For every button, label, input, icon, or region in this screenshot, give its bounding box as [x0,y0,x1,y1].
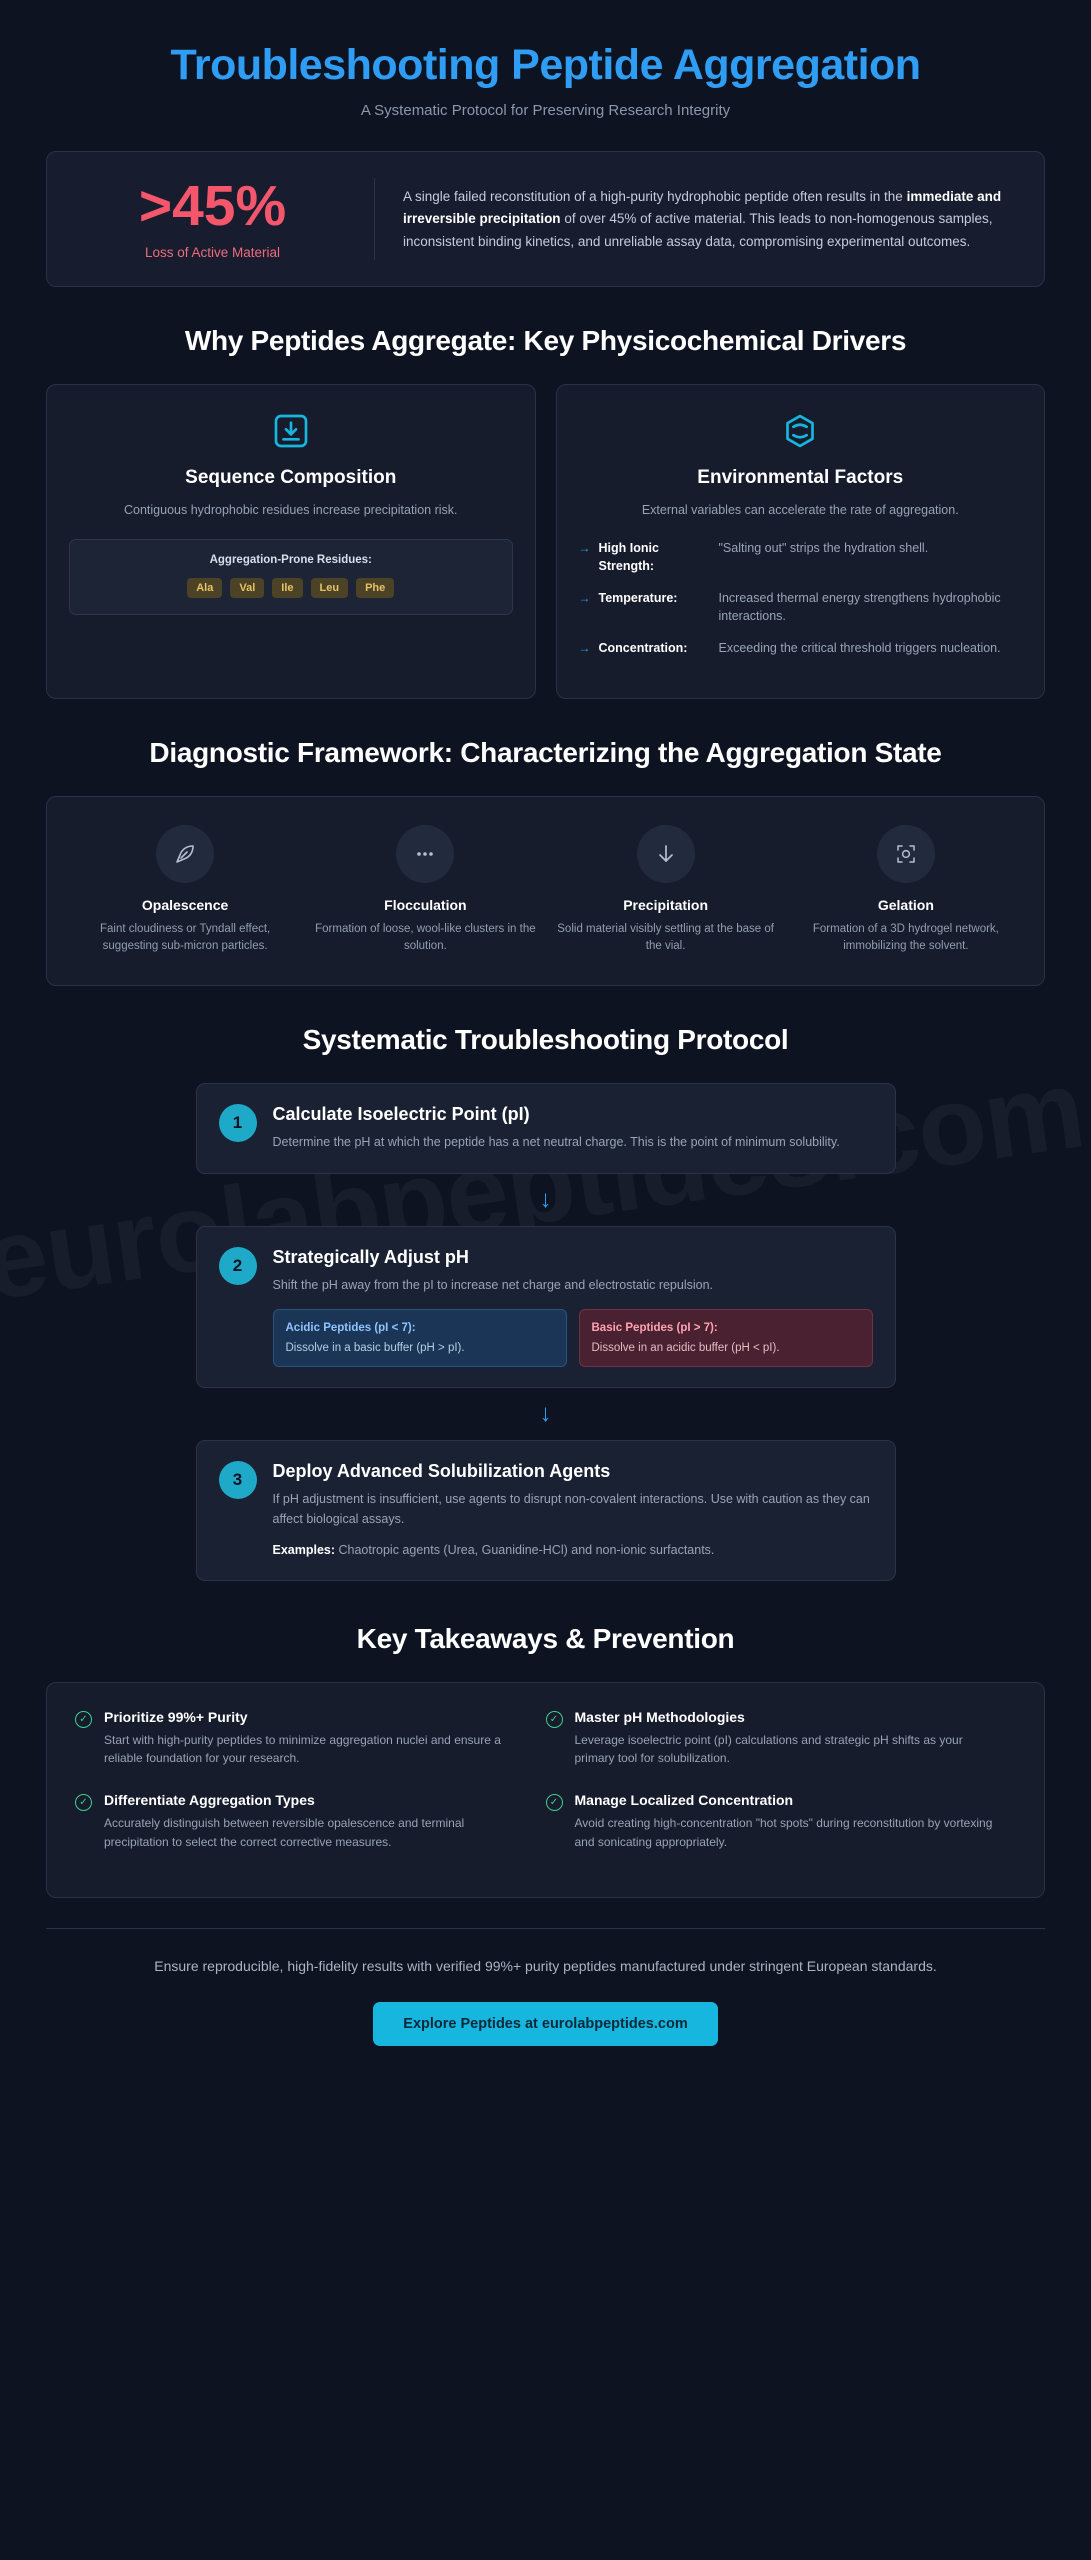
arrow-down-icon: ↓ [539,1400,552,1428]
check-circle-icon: ✓ [546,1794,563,1811]
takeaway-title: Master pH Methodologies [574,1708,745,1725]
examples-label: Examples: [272,1543,336,1558]
protocol-step-2 [196,1226,896,1389]
environmental-factor-list [579,539,1023,658]
section-heading-drivers: Why Peptides Aggregate: Key Physicochemical Drivers [184,325,907,357]
list-item [579,639,1023,657]
step-desc: If pH adjustment is insufficient, use agents to disrupt non-covalent interactions. Use with caution as they can affect biological assays. [272,1492,870,1526]
diagnostic-desc: Solid material visibly settling at the base of the vial. [557,922,774,952]
factor-label: Temperature: [598,591,678,606]
step-desc: Shift the pH away from the pI to increase net charge and electrostatic repulsion. [272,1277,714,1292]
step-title: Calculate Isoelectric Point (pI) [272,1104,530,1125]
takeaway-desc: Leverage isoelectric point (pI) calculations and strategic pH shifts as your primary tool for solubilization. [574,1732,963,1766]
takeaway-item [546,1709,1017,1792]
factor-label: Concentration: [598,641,688,656]
list-item [579,589,1023,625]
diagnostic-item-opalescence [65,825,305,956]
ph-guidance-row [273,1309,873,1367]
explore-peptides-button[interactable]: Explore Peptides at eurolabpeptides.com [373,2002,717,2046]
residue-chip: Ile [272,578,302,598]
page-subtitle: A Systematic Protocol for Preserving Research Integrity [360,102,731,120]
card-desc-environmental: External variables can accelerate the rate of aggregation. [641,503,959,518]
diagnostic-desc: Formation of a 3D hydrogel network, immobilizing the solvent. [812,922,999,952]
factor-text: "Salting out" strips the hydration shell. [718,540,929,555]
factor-label: High Ionic Strength: [598,540,659,573]
stat-description [375,186,1016,253]
takeaways-panel [46,1682,1045,1898]
examples-text: Chaotropic agents (Urea, Guanidine-HCl) and non-ionic surfactants. [335,1543,715,1558]
list-item [579,539,1023,575]
check-circle-icon: ✓ [75,1711,92,1728]
section-heading-takeaways: Key Takeaways & Prevention [356,1622,735,1654]
takeaway-item [546,1792,1017,1875]
residues-title: Aggregation-Prone Residues: [209,553,372,566]
diagnostic-item-precipitation [546,825,786,956]
diagnostic-name: Gelation [877,896,934,913]
basic-peptides-text: Dissolve in an acidic buffer (pH < pI). [591,1341,780,1354]
card-desc-sequence: Contiguous hydrophobic residues increase precipitation risk. [123,503,458,518]
takeaway-desc: Avoid creating high-concentration "hot spots" during reconstitution by vortexing and sonicating appropriately. [574,1815,993,1849]
stat-highlight [75,174,375,261]
basic-peptides-title: Basic Peptides (pI > 7): [591,1321,718,1334]
stat-text-bold: immediate and irreversible precipitation [403,189,1002,227]
protocol-step-1 [196,1083,896,1173]
step-title: Strategically Adjust pH [272,1246,469,1267]
diagnostic-name: Flocculation [384,896,467,913]
diagnostic-desc: Formation of loose, wool-like clusters in the solution. [315,922,536,952]
takeaway-title: Prioritize 99%+ Purity [104,1708,248,1725]
residue-chip: Val [230,578,264,598]
arrow-right-icon: → [578,540,591,555]
takeaway-desc: Accurately distinguish between reversible opalescence and terminal precipitation to select the correct corrective measures. [104,1815,465,1849]
factor-text: Exceeding the critical threshold triggers nucleation. [718,641,1001,656]
protocol-step-3 [196,1440,896,1581]
takeaway-title: Manage Localized Concentration [574,1791,794,1808]
download-box-icon [69,411,513,451]
acidic-peptides-text: Dissolve in a basic buffer (pH > pI). [285,1341,465,1354]
diagnostic-item-flocculation [305,825,545,956]
takeaway-desc: Start with high-purity peptides to minimize aggregation nuclei and ensure a reliable foundation for your research. [104,1732,501,1766]
section-heading-protocol: Systematic Troubleshooting Protocol [302,1024,789,1056]
card-title-sequence: Sequence Composition [185,467,397,489]
footer-divider [46,1928,1045,1929]
diagnostic-panel [46,796,1045,987]
diagnostic-desc: Faint cloudiness or Tyndall effect, suggesting sub-micron particles. [99,922,271,952]
arrow-down-icon [637,825,695,883]
dots-icon [396,825,454,883]
card-environmental-factors [556,384,1046,698]
arrow-right-icon: → [578,641,591,656]
card-title-environmental: Environmental Factors [697,467,904,489]
stat-text-part1: A single failed reconstitution of a high-purity hydrophobic peptide often results in the [403,189,907,205]
stat-text-part2: of over 45% of active material. This leads to non-homogenous samples, inconsistent binding kinetics, and unreliable assay data, compromising experimental outcomes. [403,211,993,249]
residues-box [69,539,513,615]
residues-list [80,578,502,598]
residue-chip: Ala [187,578,222,598]
card-sequence-composition [46,384,536,698]
hexagon-molecule-icon [579,411,1023,451]
crosshair-icon [877,825,935,883]
stat-number: >45% [138,174,287,239]
step-examples [273,1541,873,1560]
acidic-peptides-title: Acidic Peptides (pI < 7): [285,1321,416,1334]
arrow-down-icon: ↓ [539,1185,552,1213]
drivers-cards-row [46,384,1045,698]
page-title: Troubleshooting Peptide Aggregation [170,41,921,89]
diagnostic-name: Opalescence [141,896,229,913]
residue-chip: Leu [311,578,349,598]
step-title: Deploy Advanced Solubilization Agents [272,1461,611,1482]
diagnostic-item-gelation [786,825,1026,956]
acidic-peptides-box [273,1309,567,1367]
stat-banner [46,151,1045,287]
step-desc: Determine the pH at which the peptide has a net neutral charge. This is the point of minimum solubility. [272,1135,840,1150]
factor-text: Increased thermal energy strengthens hydrophobic interactions. [718,591,1001,624]
check-circle-icon: ✓ [546,1711,563,1728]
check-circle-icon: ✓ [75,1794,92,1811]
takeaway-item [75,1792,546,1875]
takeaway-item [75,1709,546,1792]
stat-label: Loss of Active Material [144,245,281,261]
step-number: 2 [219,1247,257,1285]
residue-chip: Phe [356,578,394,598]
step-number: 3 [219,1461,257,1499]
basic-peptides-box [579,1309,873,1367]
feather-icon [156,825,214,883]
takeaway-title: Differentiate Aggregation Types [104,1791,315,1808]
arrow-right-icon: → [578,591,591,606]
section-heading-diagnostic: Diagnostic Framework: Characterizing the Aggregation State [149,736,942,768]
step-number: 1 [219,1104,257,1142]
diagnostic-name: Precipitation [623,896,709,913]
footer-text: Ensure reproducible, high-fidelity results with verified 99%+ purity peptides manufactured under stringent European standards. [154,1958,937,1975]
